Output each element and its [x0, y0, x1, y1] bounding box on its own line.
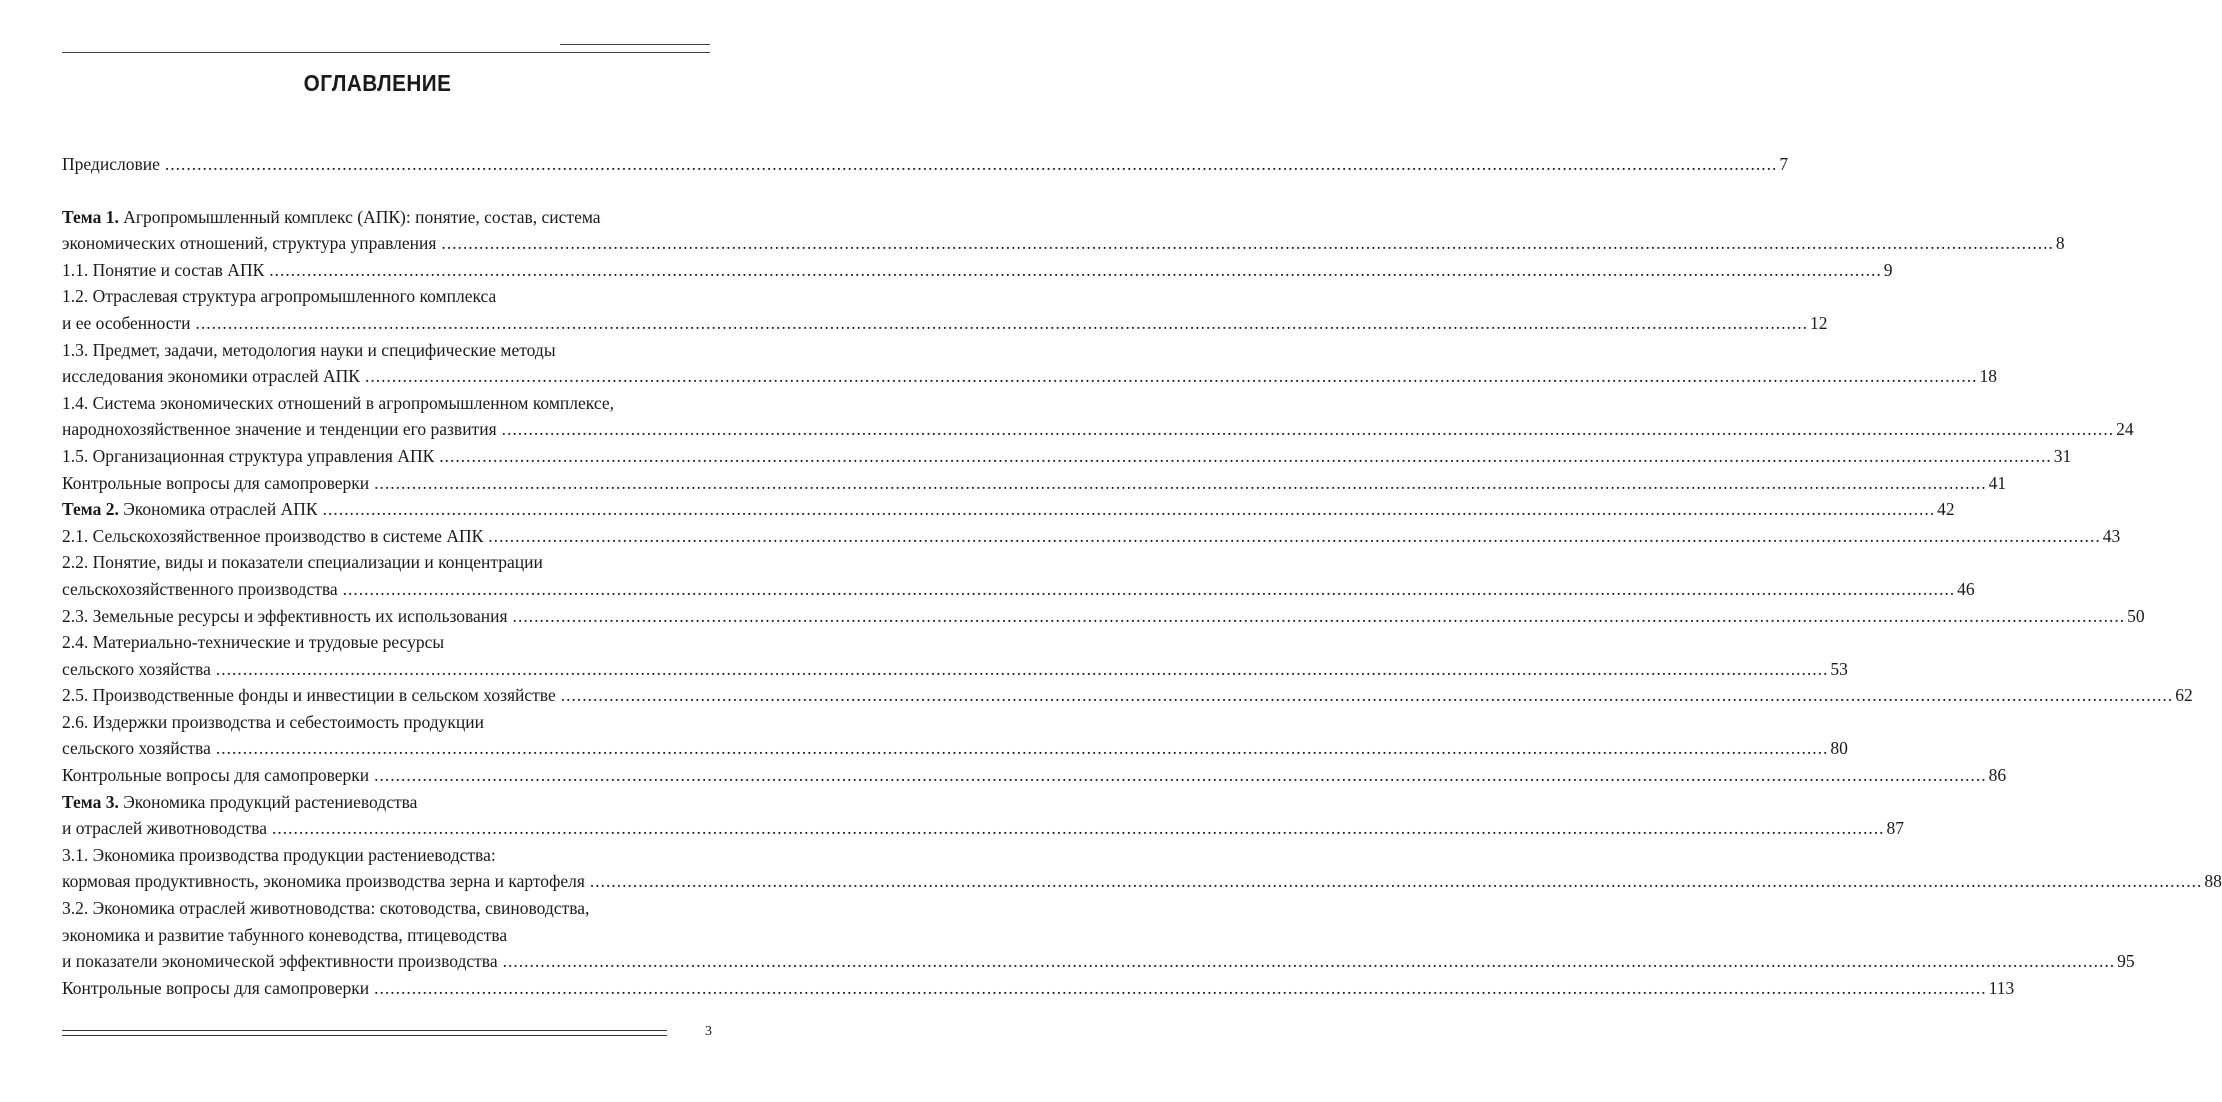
toc-entry-line [62, 842, 710, 869]
toc-entry-text: сельскохозяйственного производства [62, 578, 338, 599]
toc-entry-leader-line [62, 975, 2015, 1002]
toc-entry [62, 257, 1893, 284]
toc-page-number: 95 [2117, 951, 2135, 972]
dot-leader: ............................................................................................................................................................................................................................................................................................................ [164, 154, 1778, 174]
dot-leader: ............................................................................................................................................................................................................................................................................................................ [512, 605, 2126, 626]
page-title: ОГЛАВЛЕНИЕ [303, 70, 452, 96]
toc-page-number: 80 [1830, 738, 1848, 759]
toc-page-number: 12 [1810, 312, 1828, 333]
toc-entry-line [62, 895, 710, 922]
toc-entry-text: 3.1. Экономика производства продукции растениеводства: [62, 844, 496, 865]
toc-entry-line [62, 283, 710, 310]
dot-leader: ............................................................................................................................................................................................................................................................................................................ [195, 312, 1808, 333]
toc-entry-text: исследования экономики отраслей АПК [62, 366, 360, 387]
dot-leader: ............................................................................................................................................................................................................................................................................................................ [439, 445, 2052, 466]
dot-leader: ............................................................................................................................................................................................................................................................................................................ [342, 578, 1956, 599]
toc-entry-leader-line [62, 523, 2121, 550]
toc-entry-line [62, 789, 710, 816]
toc-entry-line [62, 204, 710, 231]
toc-page-number: 41 [1988, 472, 2007, 493]
footer-rule-bottom [62, 1035, 667, 1036]
toc-entry-leader-line [62, 576, 1975, 603]
toc-entry-line [62, 709, 710, 736]
toc-entry [62, 709, 1848, 762]
dot-leader: ............................................................................................................................................................................................................................................................................................................ [269, 259, 1882, 280]
topic-label: Тема 1. [62, 206, 119, 227]
toc-entry-text: Контрольные вопросы для самопроверки [62, 765, 370, 786]
toc-entry [62, 603, 2145, 630]
header-rule [62, 52, 710, 53]
toc-entry-leader-line [62, 151, 1789, 178]
toc-entry-line [62, 549, 710, 576]
toc-entry-text: 2.6. Издержки производства и себестоимость продукции [62, 711, 484, 732]
dot-leader: ............................................................................................................................................................................................................................................................................................................ [589, 871, 2203, 892]
toc-page-number: 46 [1957, 578, 1975, 599]
toc-entry-leader-line [62, 310, 1828, 337]
toc-page-number: 31 [2053, 445, 2072, 466]
toc-entry-text: сельского хозяйства [62, 738, 211, 759]
toc-entry [62, 443, 2072, 470]
toc-entry-text: 1.5. Организационная структура управления АПК [62, 445, 435, 466]
toc-entry [62, 895, 2135, 975]
toc-entry [62, 283, 1828, 336]
topic-label: Тема 3. [62, 791, 119, 812]
toc-entry-leader-line [62, 948, 2135, 975]
toc-entry-line [62, 922, 710, 949]
dot-leader: ............................................................................................................................................................................................................................................................................................................ [272, 818, 1885, 839]
toc-entry-text: 2.5. Производственные фонды и инвестиции в сельском хозяйстве [62, 685, 556, 706]
page-number: 3 [705, 1024, 712, 1039]
toc-entry-leader-line [62, 682, 2193, 709]
toc-page-number: 8 [2055, 233, 2065, 254]
toc-page-number: 18 [1979, 366, 1997, 387]
toc-entry [62, 470, 2007, 497]
dot-leader: ............................................................................................................................................................................................................................................................................................................ [374, 765, 1987, 786]
toc-entry [62, 151, 1789, 178]
toc-entry-text: Экономика продукций растениеводства [123, 791, 418, 812]
dot-leader: ............................................................................................................................................................................................................................................................................................................ [374, 977, 1987, 998]
dot-leader: ............................................................................................................................................................................................................................................................................................................ [502, 951, 2116, 972]
toc-page-number: 53 [1830, 658, 1848, 679]
dot-leader: ............................................................................................................................................................................................................................................................................................................ [501, 419, 2115, 440]
toc-page-number: 9 [1883, 259, 1893, 280]
toc-entry-text: и отраслей животноводства [62, 818, 268, 839]
toc-page-number: 7 [1779, 154, 1789, 174]
toc-page-number: 50 [2127, 605, 2145, 626]
footer-rule-top [62, 1030, 667, 1031]
dot-leader: ............................................................................................................................................................................................................................................................................................................ [488, 525, 2101, 546]
topic-label: Тема 2. [62, 499, 119, 520]
toc-page-number: 88 [2204, 871, 2222, 892]
toc-page-number: 24 [2116, 419, 2134, 440]
toc-entry-text: 3.2. Экономика отраслей животноводства: скотоводства, свиноводства, [62, 898, 590, 919]
dot-leader: ............................................................................................................................................................................................................................................................................................................ [322, 499, 1936, 520]
table-of-contents [62, 151, 2222, 1001]
toc-entry-line [62, 337, 710, 364]
dot-leader: ............................................................................................................................................................................................................................................................................................................ [215, 658, 1829, 679]
toc-entry-leader-line [62, 603, 2145, 630]
dot-leader: ............................................................................................................................................................................................................................................................................................................ [215, 738, 1829, 759]
toc-entry-text: Экономика отраслей АПК [123, 499, 318, 520]
toc-page-number: 62 [2175, 685, 2193, 706]
toc-entry-leader-line [62, 363, 1997, 390]
toc-entry-leader-line [62, 656, 1848, 683]
toc-entry-leader-line [62, 496, 1955, 523]
toc-entry-text: 2.1. Сельскохозяйственное производство в системе АПК [62, 525, 484, 546]
toc-entry-line [62, 390, 710, 417]
dot-leader: ............................................................................................................................................................................................................................................................................................................ [560, 685, 2174, 706]
toc-entry-leader-line [62, 230, 2065, 257]
toc-entry-leader-line [62, 416, 2134, 443]
toc-entry-text: 1.1. Понятие и состав АПК [62, 259, 265, 280]
toc-entry [62, 762, 2007, 789]
toc-page-number: 113 [1988, 977, 2015, 998]
toc-entry [62, 390, 2134, 443]
toc-entry-text: Контрольные вопросы для самопроверки [62, 977, 370, 998]
toc-entry-line [62, 629, 710, 656]
toc-page-number: 87 [1886, 818, 1905, 839]
toc-entry [62, 682, 2193, 709]
toc-page-number: 43 [2102, 525, 2121, 546]
toc-entry [62, 789, 1905, 842]
dot-leader: ............................................................................................................................................................................................................................................................................................................ [441, 233, 2054, 254]
toc-entry [62, 842, 2222, 895]
toc-entry-text: 2.4. Материально-технические и трудовые ресурсы [62, 632, 445, 653]
toc-entry-text: 1.4. Система экономических отношений в агропромышленном комплексе, [62, 392, 614, 413]
toc-entry-text: Контрольные вопросы для самопроверки [62, 472, 370, 493]
toc-entry-text: народнохозяйственное значение и тенденции его развития [62, 419, 497, 440]
toc-entry [62, 496, 1955, 523]
toc-entry-text: 1.2. Отраслевая структура агропромышленного комплекса [62, 286, 497, 307]
toc-entry [62, 549, 1975, 602]
toc-entry-text: Предисловие [62, 154, 160, 174]
toc-entry-text: и показатели экономической эффективности производства [62, 951, 498, 972]
toc-entry-text: 1.3. Предмет, задачи, методология науки и специфические методы [62, 339, 556, 360]
toc-entry-leader-line [62, 443, 2072, 470]
toc-entry-leader-line [62, 815, 1905, 842]
toc-entry [62, 975, 2015, 1002]
toc-entry [62, 523, 2121, 550]
dot-leader: ............................................................................................................................................................................................................................................................................................................ [374, 472, 1987, 493]
toc-page-number: 42 [1937, 499, 1955, 520]
toc-entry-text: сельского хозяйства [62, 658, 211, 679]
toc-entry-text: экономика и развитие табунного коневодства, птицеводства [62, 924, 508, 945]
toc-entry-leader-line [62, 868, 2222, 895]
header-rule-short [560, 44, 710, 45]
toc-entry-text: Агропромышленный комплекс (АПК): понятие, состав, система [123, 206, 601, 227]
toc-entry-leader-line [62, 470, 2007, 497]
toc-entry-leader-line [62, 735, 1848, 762]
toc-entry-text: кормовая продуктивность, экономика производства зерна и картофеля [62, 871, 585, 892]
toc-entry-text: 2.3. Земельные ресурсы и эффективность их использования [62, 605, 508, 626]
dot-leader: ............................................................................................................................................................................................................................................................................................................ [364, 366, 1978, 387]
toc-entry [62, 629, 1848, 682]
toc-entry [62, 337, 1997, 390]
toc-entry-leader-line [62, 257, 1893, 284]
toc-page-number: 86 [1988, 765, 2007, 786]
toc-entry-text: и ее особенности [62, 312, 191, 333]
toc-entry [62, 204, 2065, 257]
toc-entry-text: 2.2. Понятие, виды и показатели специализации и концентрации [62, 552, 543, 573]
toc-entry-text: экономических отношений, структура управления [62, 233, 437, 254]
toc-entry-leader-line [62, 762, 2007, 789]
